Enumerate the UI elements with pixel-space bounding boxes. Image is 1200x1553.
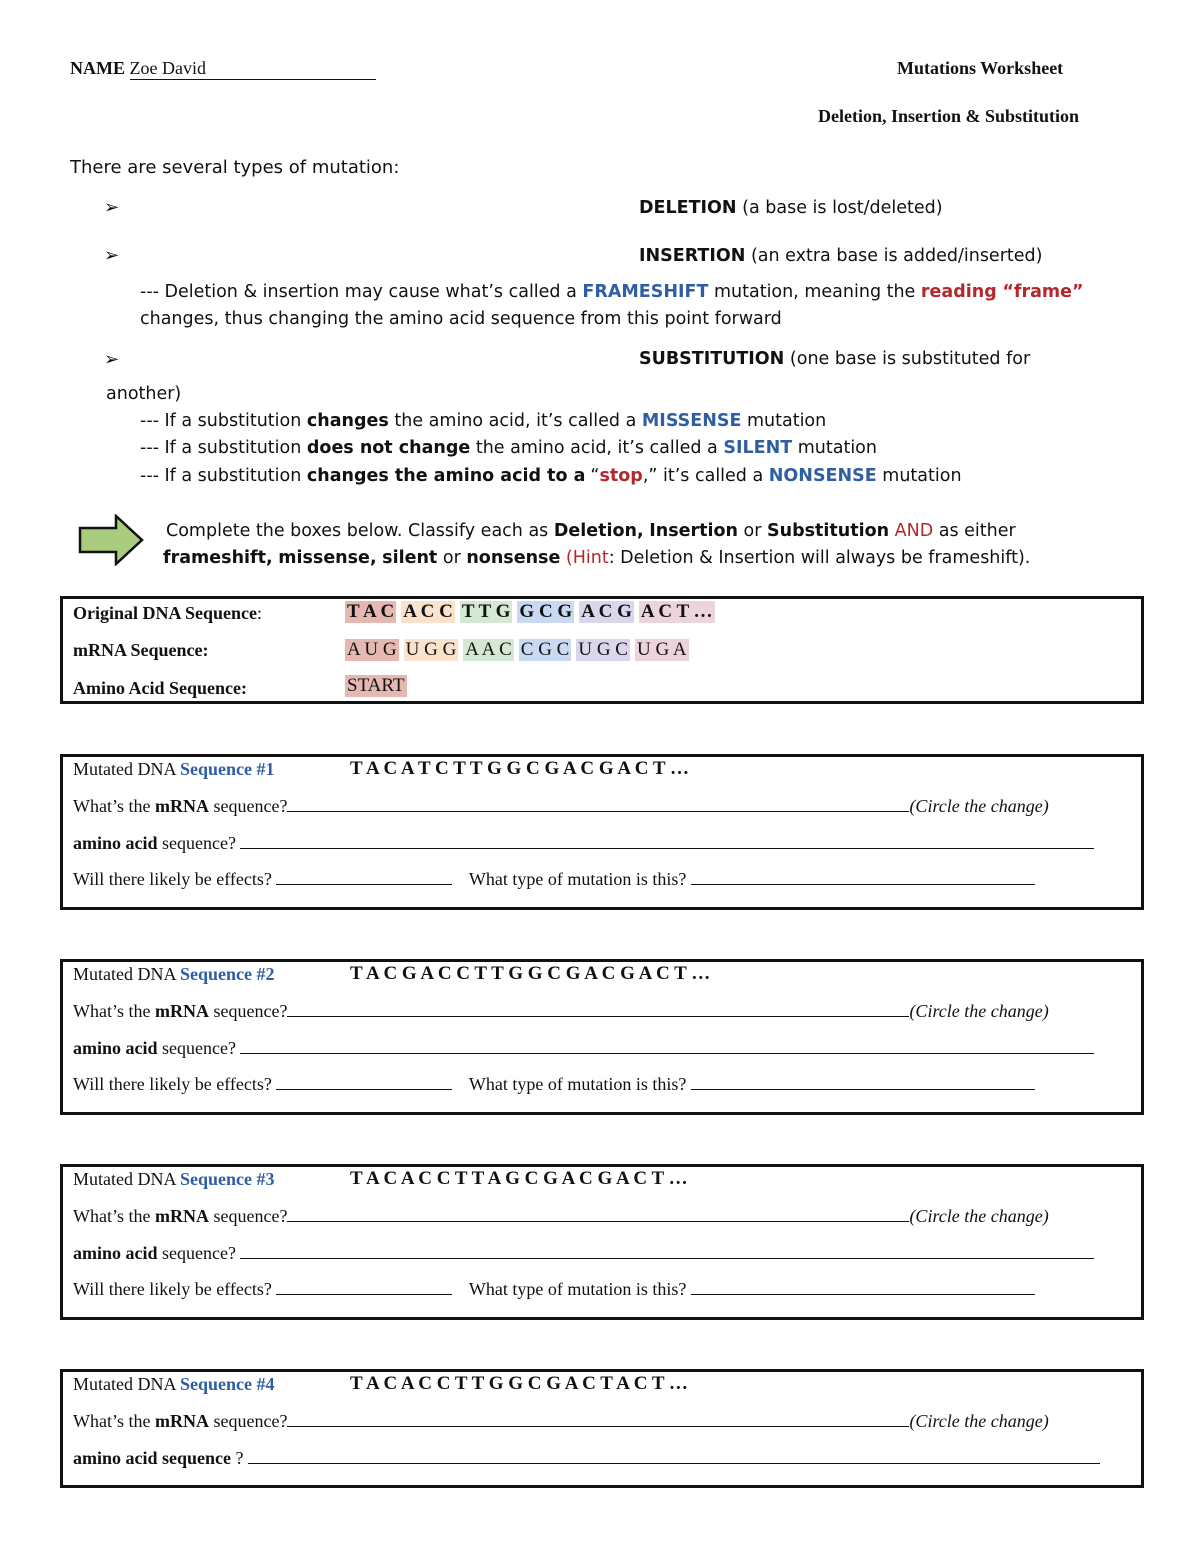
dna-codon-4: G C G [519,601,573,622]
mutation-box-2 [60,959,1144,1115]
substitution-desc-cont: another) [106,384,182,404]
mrna-question-text: What’s the [73,796,151,816]
sequence-number-label: Sequence #3 [180,1169,275,1189]
insertion-term: INSERTION [639,246,746,266]
mrna-codon-3: A A C [465,639,512,660]
circle-the-change-note: (Circle the change) [909,1206,1049,1226]
instr-hint: Hint [572,548,609,568]
mutated-dna-sequence: T A C A C C T T A G C G A C G A C T … [350,1168,688,1189]
aa-answer-field[interactable] [240,848,1094,849]
mrna-question [73,1206,1049,1227]
mutated-dna-sequence: T A C A T C T T G G C G A C G A C T … [350,758,689,779]
insertion-desc: (an extra base is added/inserted) [750,246,1043,266]
worksheet-title: Mutations Worksheet [897,58,1064,78]
bullet-arrow-icon: ➢ [104,197,120,218]
deletion-desc: (a base is lost/deleted) [742,198,943,218]
line-text: mutation [797,438,877,458]
original-aa-sequence [345,675,407,697]
mrna-question [73,1411,1049,1432]
effects-question: Will there likely be effects? [73,869,272,889]
mutation-type-answer-field[interactable] [691,1294,1035,1295]
effects-answer-field[interactable] [276,1294,452,1295]
mrna-question-tail: sequence? [213,796,288,816]
instr-and: AND [894,521,934,541]
mrna-codon-5: U G C [578,639,628,660]
instr-text: or [442,548,461,568]
circle-the-change-note: (Circle the change) [909,796,1049,816]
effects-answer-field[interactable] [276,884,452,885]
instr-silent: silent [382,548,438,568]
original-sequence-box [60,596,1144,704]
instructions-line2: frameshift, missense, silent or nonsense (Hint: Deletion & Insertion will always be frameshift). [163,548,1031,568]
effects-row [73,1279,1035,1300]
instr-deletion: Deletion [553,521,637,541]
mrna-label: mRNA Sequence: [73,640,209,660]
circle-the-change-note: (Circle the change) [909,1001,1049,1021]
sequence-number-label: Sequence #2 [180,964,275,984]
line-text: --- If a substitution [140,411,302,431]
frameshift-note [140,282,1084,302]
effects-question: Will there likely be effects? [73,1074,272,1094]
deletion-item [639,198,943,218]
dna-codon-6: A C T … [640,601,713,622]
frame-term: “frame” [1002,282,1084,302]
deletion-term: DELETION [639,198,737,218]
instructions-line1 [166,521,1016,541]
substitution-term: SUBSTITUTION [639,349,785,369]
mrna-question-tail: sequence? [213,1206,288,1226]
mutated-dna-label: Mutated DNA [73,759,176,779]
line-text: the amino acid, it’s called a [475,438,718,458]
dna-label [73,603,262,624]
dna-codon-2: A C C [403,601,453,622]
sequence-number-label: Sequence #4 [180,1374,275,1394]
aa-answer-field[interactable] [240,1258,1094,1259]
mutation-type-answer-field[interactable] [691,1089,1035,1090]
aa-label: Amino Acid Sequence: [73,678,248,698]
mutation-label [73,1374,275,1395]
bullet-arrow-icon: ➢ [104,245,120,266]
instr-text: ( [565,548,573,568]
silent-line [140,438,877,458]
mrna-answer-field[interactable] [287,1221,909,1222]
insertion-item [639,246,1042,266]
instr-frameshift: frameshift [163,548,267,568]
missense-line [140,411,826,431]
frameshift-term: FRAMESHIFT [582,282,709,302]
mrna-question-text: What’s the [73,1206,151,1226]
name-label: NAME [70,58,125,78]
aa-question-bold: amino acid [73,1038,158,1058]
amino-acid-start: START [347,675,405,696]
mrna-codon-1: A U G [347,639,397,660]
mrna-question-bold: mRNA [154,1206,209,1226]
aa-question-tail: sequence? [162,1243,236,1263]
mutation-label [73,1169,275,1190]
line-text: the amino acid, it’s called a [394,411,637,431]
mrna-question-text: What’s the [73,1411,151,1431]
instr-missense: missense [278,548,370,568]
line-text: --- If a substitution [140,466,302,486]
frameshift-note-text: --- Deletion & insertion may cause what’s called a [140,282,577,302]
instr-text: : Deletion & Insertion will always be frameshift). [608,548,1031,568]
dna-label-text: Original DNA Sequence [73,603,258,623]
substitution-desc: (one base is substituted for [789,349,1031,369]
dna-codon-1: T A C [347,601,395,622]
stop-term: stop [599,466,643,486]
effects-question: Will there likely be effects? [73,1279,272,1299]
aa-question-bold: amino acid [73,1243,158,1263]
aa-question [73,1243,1094,1264]
line-bold: changes the amino acid to a [306,466,586,486]
mrna-codon-2: U G G [405,639,457,660]
aa-answer-field[interactable] [248,1463,1100,1464]
name-field[interactable] [130,58,376,80]
mutation-box-1 [60,754,1144,910]
instr-insertion: Insertion [649,521,738,541]
mrna-question-tail: sequence? [213,1411,288,1431]
dna-codon-3: T T G [461,601,511,622]
missense-term: MISSENSE [641,411,742,431]
mrna-question [73,796,1049,817]
aa-question [73,1038,1094,1059]
line-bold: changes [306,411,389,431]
aa-question-tail: ? [235,1448,244,1468]
aa-question-bold: amino acid sequence [73,1448,232,1468]
substitution-item [639,349,1030,369]
line-text: --- If a substitution [140,438,302,458]
instr-text: as either [938,521,1016,541]
reading-term: reading [920,282,997,302]
mrna-answer-field[interactable] [287,1426,909,1427]
instr-nonsense: nonsense [466,548,561,568]
mutation-label [73,964,275,985]
aa-question-tail: sequence? [162,833,236,853]
original-mrna-codons [345,639,694,661]
instr-text: or [743,521,762,541]
nonsense-line [140,466,962,486]
aa-question-bold: amino acid [73,833,158,853]
mutation-box-3 [60,1164,1144,1320]
mutation-label [73,759,275,780]
nonsense-term: NONSENSE [768,466,877,486]
right-arrow-icon [78,514,144,570]
aa-question [73,1448,1100,1469]
circle-the-change-note: (Circle the change) [909,1411,1049,1431]
mutated-dna-label: Mutated DNA [73,1374,176,1394]
effects-row [73,869,1035,890]
intro-text: There are several types of mutation: [70,157,400,178]
mrna-question-bold: mRNA [154,1411,209,1431]
mutated-dna-label: Mutated DNA [73,964,176,984]
line-text: mutation [746,411,827,431]
mrna-question-text: What’s the [73,1001,151,1021]
line-text: mutation [882,466,962,486]
line-text: “ [590,466,600,486]
dna-codon-5: A C G [581,601,632,622]
mrna-codon-6: U G A [636,639,687,660]
sequence-number-label: Sequence #1 [180,759,275,779]
silent-term: SILENT [723,438,793,458]
mutation-type-question: What type of mutation is this? [468,869,687,889]
mrna-question-bold: mRNA [154,796,209,816]
dna-label-colon: : [257,603,263,623]
name-value: Zoe David [129,58,206,78]
mutation-box-4 [60,1369,1144,1488]
mrna-question [73,1001,1049,1022]
line-text: ,” it’s called a [642,466,764,486]
frameshift-note-text: mutation, meaning the [713,282,916,302]
mrna-answer-field[interactable] [287,1016,909,1017]
instr-text: Complete the boxes below. Classify each as [166,521,549,541]
aa-answer-field[interactable] [240,1053,1094,1054]
name-line [70,58,376,80]
bullet-arrow-icon: ➢ [104,349,120,370]
mutated-dna-sequence: T A C G A C C T T G G C G A C G A C T … [350,963,711,984]
original-dna-codons [345,601,720,623]
mutation-type-question: What type of mutation is this? [468,1279,687,1299]
mrna-question-bold: mRNA [154,1001,209,1021]
instr-substitution: Substitution [767,521,890,541]
mutation-type-answer-field[interactable] [691,884,1035,885]
mrna-answer-field[interactable] [287,811,909,812]
effects-row [73,1074,1035,1095]
line-bold: does not change [306,438,471,458]
mrna-question-tail: sequence? [213,1001,288,1021]
aa-question-tail: sequence? [162,1038,236,1058]
aa-question [73,833,1094,854]
worksheet-subtitle: Deletion, Insertion & Substitution [818,106,1080,126]
mutation-type-question: What type of mutation is this? [468,1074,687,1094]
frameshift-note-cont: changes, thus changing the amino acid sequence from this point forward [140,309,782,329]
effects-answer-field[interactable] [276,1089,452,1090]
mutated-dna-sequence: T A C A C C T T G G C G A C T A C T … [350,1373,688,1394]
mrna-codon-4: C G C [520,639,570,660]
mutated-dna-label: Mutated DNA [73,1169,176,1189]
instr-text: , [636,521,644,541]
